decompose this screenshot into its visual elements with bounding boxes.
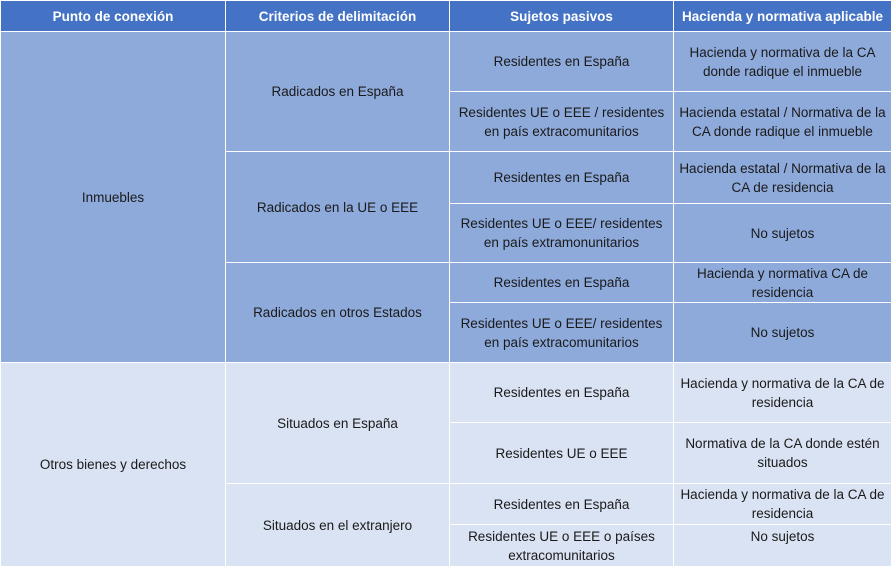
- taxpayer-cell: Residentes UE o EEE: [450, 423, 674, 484]
- rule-cell: Normativa de la CA donde estén situados: [674, 423, 892, 484]
- rule-cell: Hacienda y normativa de la CA de residencia: [674, 363, 892, 423]
- table-row: [1, 363, 892, 423]
- taxpayer-cell: Residentes en España: [450, 363, 674, 423]
- taxpayer-cell: Residentes en España: [450, 32, 674, 92]
- taxpayer-cell: Residentes UE o EEE/ residentes en país extracomunitarios: [450, 303, 674, 363]
- header-connection-point: Punto de conexión: [1, 1, 226, 32]
- rule-cell: Hacienda y normativa CA de residencia: [674, 263, 892, 303]
- taxpayer-cell: Residentes UE o EEE/ residentes en país extramonunitarios: [450, 204, 674, 263]
- rule-cell: No sujetos: [674, 525, 892, 567]
- criteria-cell: Radicados en otros Estados: [226, 263, 450, 363]
- rule-cell: No sujetos: [674, 204, 892, 263]
- taxpayer-cell: Residentes UE o EEE / residentes en país extracomunitarios: [450, 92, 674, 152]
- criteria-cell: Radicados en España: [226, 32, 450, 152]
- header-taxpayers: Sujetos pasivos: [450, 1, 674, 32]
- rule-cell: Hacienda y normativa de la CA donde radique el inmueble: [674, 32, 892, 92]
- criteria-cell: Situados en el extranjero: [226, 484, 450, 567]
- header-row: [1, 1, 892, 32]
- taxpayer-cell: Residentes UE o EEE o países extracomunitarios: [450, 525, 674, 567]
- connection-point-cell: Otros bienes y derechos: [1, 363, 226, 567]
- header-applicable-rules: Hacienda y normativa aplicable: [674, 1, 892, 32]
- header-criteria: Criterios de delimitación: [226, 1, 450, 32]
- taxpayer-cell: Residentes en España: [450, 152, 674, 204]
- rule-cell: Hacienda estatal / Normativa de la CA donde radique el inmueble: [674, 92, 892, 152]
- connection-point-cell: Inmuebles: [1, 32, 226, 363]
- rule-cell: Hacienda estatal / Normativa de la CA de residencia: [674, 152, 892, 204]
- rule-cell: Hacienda y normativa de la CA de residencia: [674, 484, 892, 525]
- taxpayer-cell: Residentes en España: [450, 484, 674, 525]
- criteria-cell: Situados en España: [226, 363, 450, 484]
- criteria-cell: Radicados en la UE o EEE: [226, 152, 450, 263]
- rule-cell: No sujetos: [674, 303, 892, 363]
- taxpayer-cell: Residentes en España: [450, 263, 674, 303]
- table-row: [1, 32, 892, 92]
